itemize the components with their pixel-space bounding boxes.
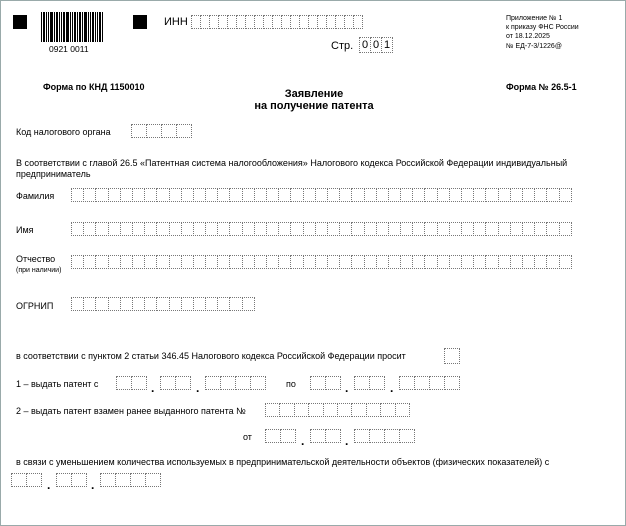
date-separator: .: [47, 478, 51, 492]
name-field[interactable]: [71, 222, 571, 236]
date-separator: .: [301, 434, 305, 448]
date-separator: .: [345, 434, 349, 448]
input-cell[interactable]: [366, 403, 381, 417]
patronymic-label: Отчество: [16, 254, 56, 264]
page-digit: 0: [370, 37, 382, 53]
order-line: от 18.12.2025: [506, 33, 550, 40]
inn-label: ИНН: [164, 16, 188, 28]
order-line: Приложение № 1: [506, 15, 563, 22]
inn-field[interactable]: [191, 15, 362, 29]
registration-mark-left: [13, 15, 27, 29]
input-cell[interactable]: [351, 403, 366, 417]
date-separator: .: [390, 381, 394, 395]
page-digit: 0: [359, 37, 371, 53]
name-label: Имя: [16, 225, 34, 235]
intro-text-cont: предприниматель: [16, 169, 91, 179]
page-label: Стр.: [331, 40, 354, 52]
input-cell[interactable]: [265, 403, 280, 417]
option2-label: 2 – выдать патент взамен ранее выданного патента №: [16, 406, 246, 416]
reduction-date-day[interactable]: [11, 473, 41, 487]
barcode-number: 0921 0011: [49, 44, 89, 54]
input-cell[interactable]: [337, 403, 352, 417]
option2-date-month[interactable]: [310, 429, 340, 443]
option2-date-day[interactable]: [265, 429, 295, 443]
reduction-date-month[interactable]: [56, 473, 86, 487]
option1-end-year[interactable]: [399, 376, 459, 390]
request-code-field[interactable]: [444, 348, 459, 362]
tax-authority-label: Код налогового органа: [16, 127, 111, 137]
barcode: [41, 12, 104, 42]
date-separator: .: [196, 381, 200, 395]
form-knd: Форма по КНД 1150010: [43, 82, 145, 92]
input-cell[interactable]: [279, 403, 294, 417]
input-cell[interactable]: [380, 403, 395, 417]
form-subtitle: на получение патента: [254, 100, 374, 112]
registration-mark-right: [133, 15, 147, 29]
input-cell[interactable]: [242, 297, 255, 311]
order-line: к приказу ФНС России: [506, 24, 579, 31]
input-cell[interactable]: [323, 403, 338, 417]
reduction-date-year[interactable]: [100, 473, 160, 487]
option1-end-day[interactable]: [310, 376, 340, 390]
option1-start-day[interactable]: [116, 376, 146, 390]
to-label: по: [286, 379, 296, 389]
form-title: Заявление: [284, 88, 344, 100]
reduction-label: в связи с уменьшением количества используемых в предпринимательской деятельности объектов (физических показателей) с: [16, 457, 550, 467]
form-number: Форма № 26.5-1: [506, 82, 577, 92]
order-line: № ЕД-7-3/1226@: [506, 43, 562, 50]
input-cell[interactable]: [395, 403, 410, 417]
input-cell[interactable]: [308, 403, 323, 417]
input-cell[interactable]: [559, 255, 572, 269]
page-digit: 1: [381, 37, 393, 53]
input-cell[interactable]: [559, 222, 572, 236]
page-number-field: [359, 37, 392, 53]
date-separator: .: [151, 381, 155, 395]
surname-label: Фамилия: [16, 191, 55, 201]
date-separator: .: [345, 381, 349, 395]
surname-field[interactable]: [71, 188, 571, 202]
ogrnip-field[interactable]: [71, 297, 254, 311]
patronymic-note: (при наличии): [16, 267, 62, 274]
tax-authority-field[interactable]: [131, 124, 191, 138]
ogrnip-label: ОГРНИП: [16, 301, 54, 311]
option1-start-month[interactable]: [160, 376, 190, 390]
previous-patent-number-field[interactable]: [265, 403, 409, 417]
option2-date-year[interactable]: [354, 429, 414, 443]
input-cell[interactable]: [294, 403, 309, 417]
input-cell[interactable]: [559, 188, 572, 202]
patronymic-field[interactable]: [71, 255, 571, 269]
date-separator: .: [91, 478, 95, 492]
from-label: от: [243, 432, 252, 442]
request-statement: в соответствии с пунктом 2 статьи 346.45 Налогового кодекса Российской Федерации просит: [16, 351, 406, 361]
option1-end-month[interactable]: [354, 376, 384, 390]
option1-start-year[interactable]: [205, 376, 265, 390]
option1-label: 1 – выдать патент с: [16, 379, 99, 389]
intro-text: В соответствии с главой 26.5 «Патентная система налогообложения» Налогового кодекса Российской Федерации индивидуальный: [16, 158, 568, 168]
